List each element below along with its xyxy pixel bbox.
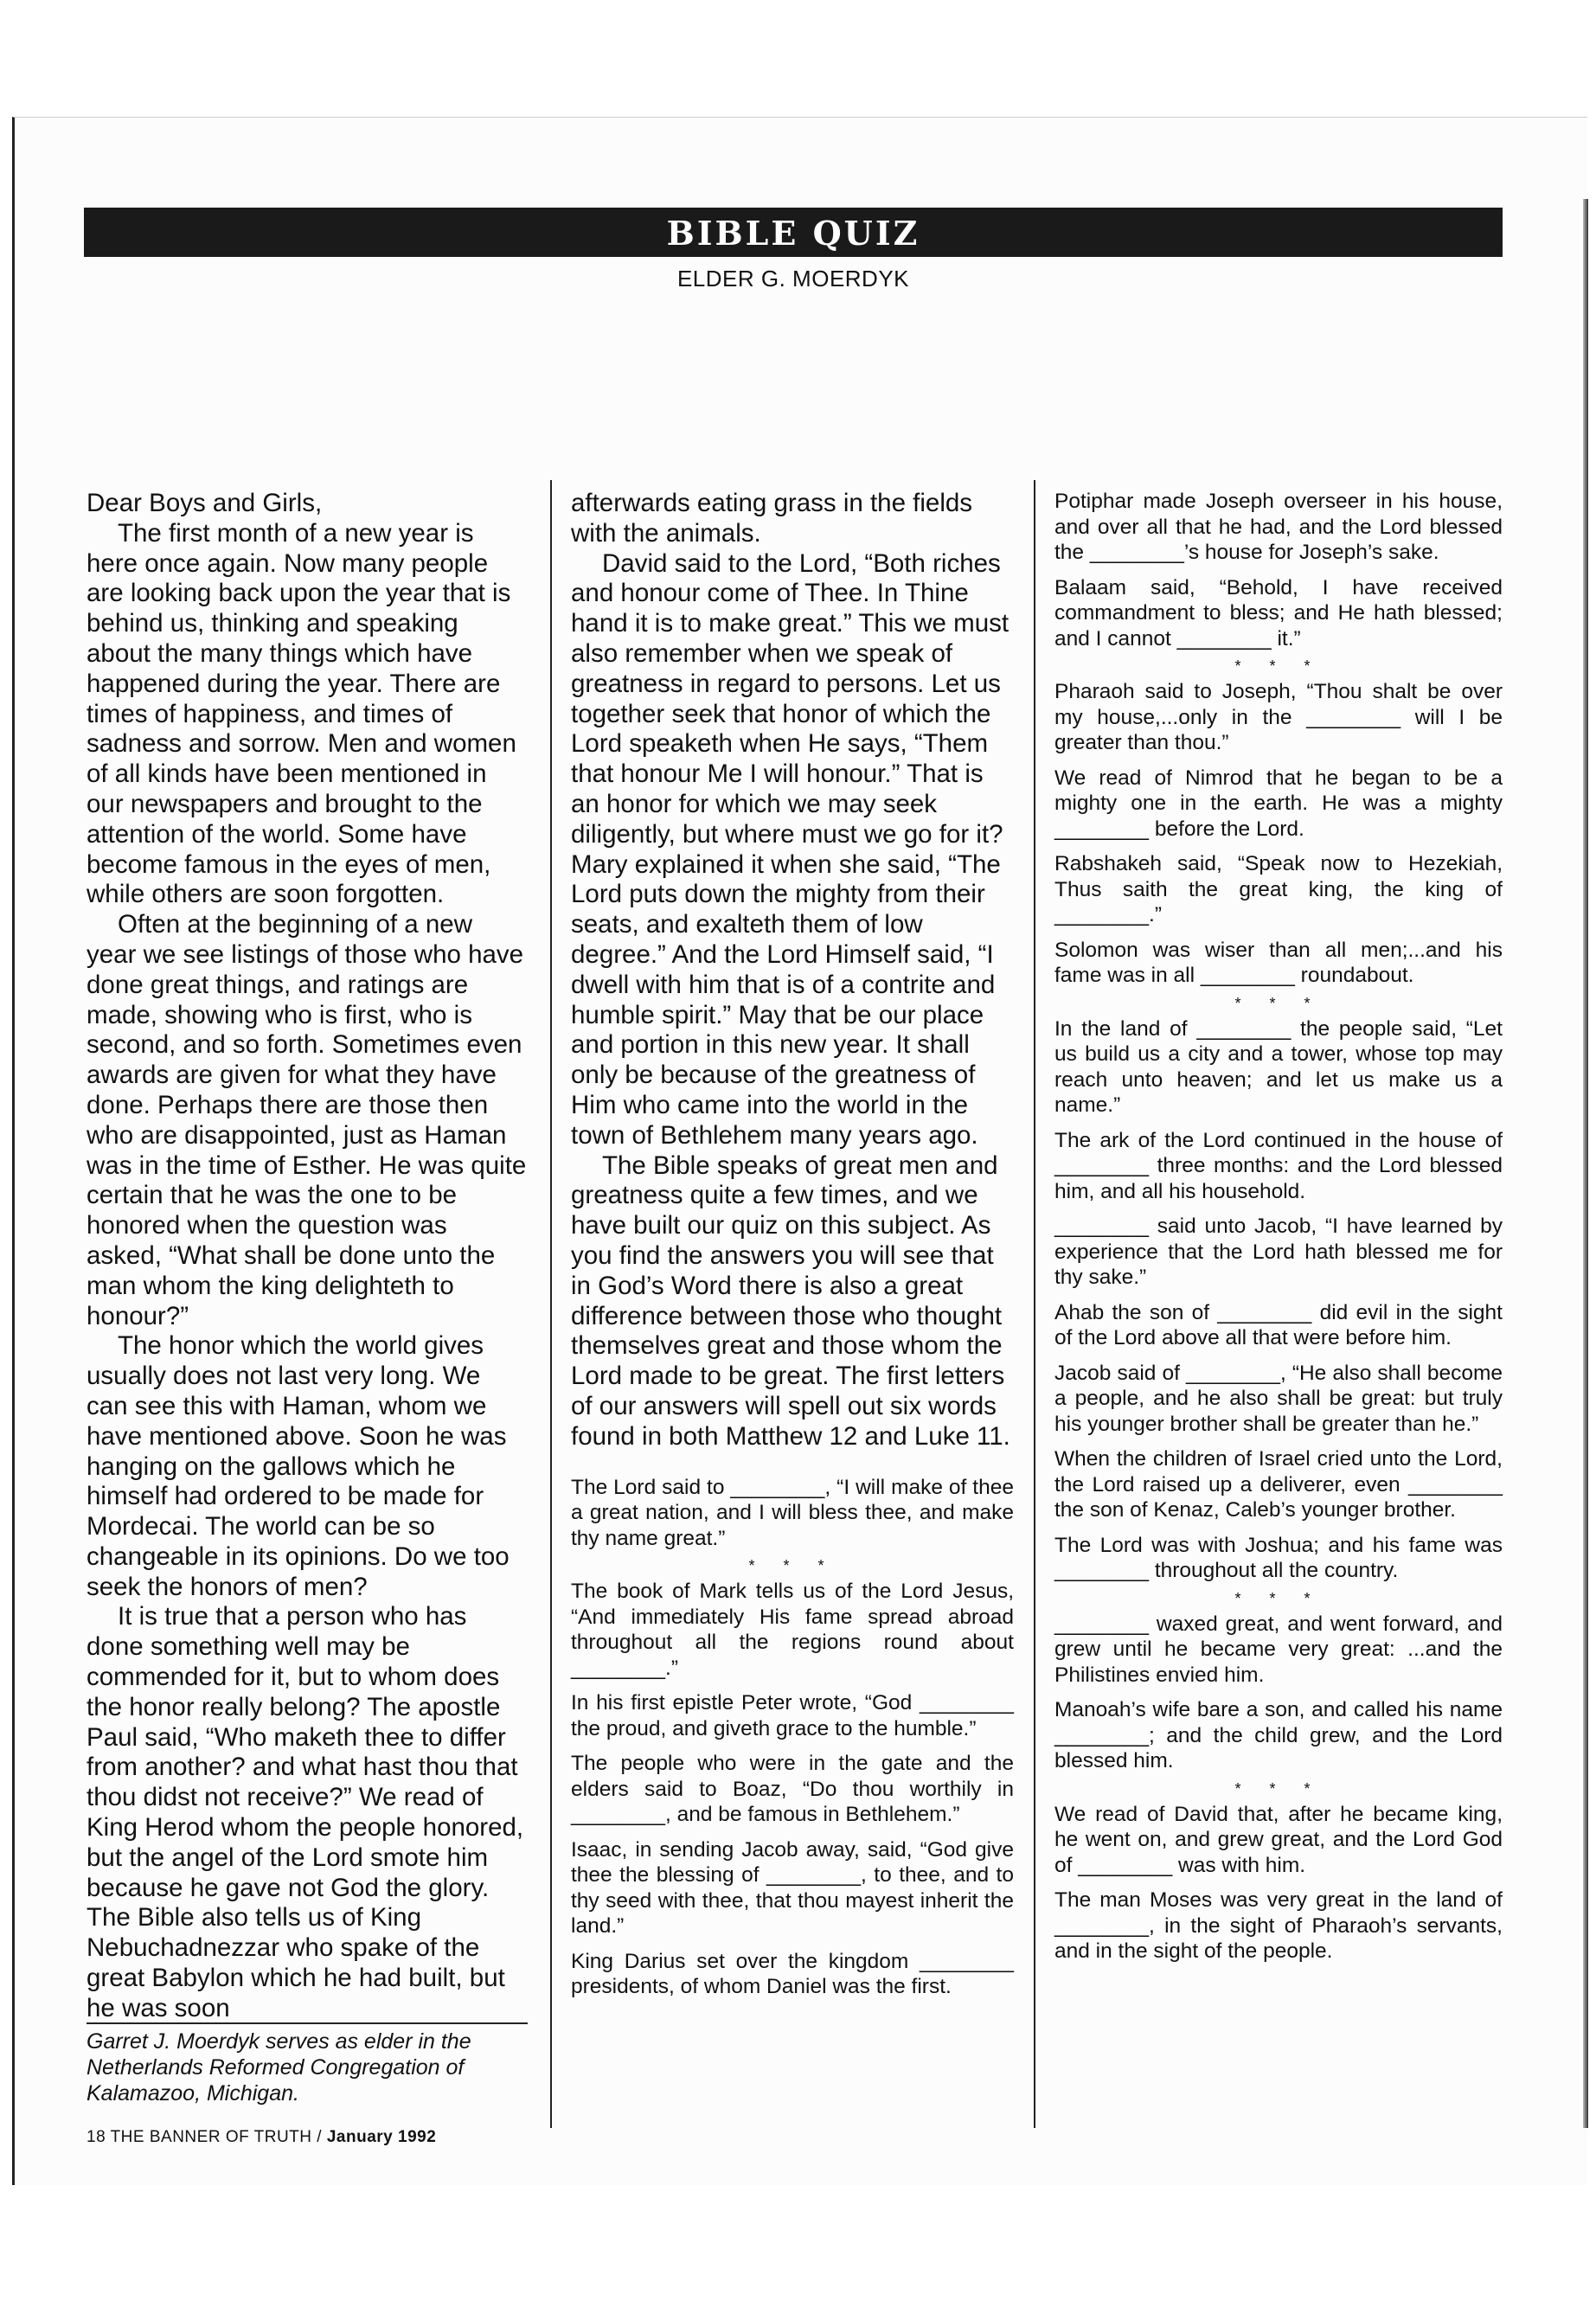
page-edge-shadow: [1583, 199, 1588, 2128]
section-separator: * * *: [1234, 994, 1323, 1012]
section-separator: * * *: [1234, 1779, 1323, 1798]
page-number: 18: [87, 2128, 106, 2146]
letter-salutation: Dear Boys and Girls,: [87, 489, 323, 517]
quiz-question: Pharaoh said to Joseph, “Thou shalt be over my house,...only in the ________ will I be greater than thou.”: [1054, 680, 1503, 754]
letter-paragraph: Often at the beginning of a new year we see listings of those who have done great things, and ratings are made, showing who is first, who is second, and so forth. Sometimes even awards are given for what they have done. Perhaps there are those then who are disappointed, just as Haman was in the time of Esther. He was quite certain that he was the one to be honored when the question was asked, “What shall be done unto the man whom the king delighteth to honour?”: [87, 910, 527, 1330]
quiz-question: In his first epistle Peter wrote, “God ________ the proud, and giveth grace to the humble.”: [571, 1691, 1014, 1740]
quiz-question: Manoah’s wife bare a son, and called his name ________; and the child grew, and the Lord blessed him.: [1054, 1698, 1503, 1772]
quiz-question: ________ said unto Jacob, “I have learned by experience that the Lord hath blessed me for thy sake.”: [1054, 1215, 1503, 1289]
quiz-question: Potiphar made Joseph overseer in his house, and over all that he had, and the Lord blessed the ________’s house for Joseph’s sake.: [1054, 490, 1503, 564]
letter-paragraph: The first month of a new year is here once again. Now many people are looking back upon the year that is behind us, thinking and speaking about the many things which have happened during the year. There are times of happiness, and times of sadness and sorrow. Men and women of all kinds have been mentioned in our newspapers and brought to the attention of the world. Some have become famous in the eyes of men, while others are soon forgotten.: [87, 518, 516, 909]
quiz-question: In the land of ________ the people said, “Let us build us a city and a tower, whose top may reach unto heaven; and let us make us a name.”: [1054, 1016, 1503, 1117]
column-divider: [550, 480, 552, 2128]
quiz-question: Rabshakeh said, “Speak now to Hezekiah, Thus saith the great king, the king of ________.”: [1054, 852, 1503, 926]
section-separator: * * *: [1234, 657, 1323, 675]
letter-paragraph: afterwards eating grass in the fields with the animals.: [571, 489, 973, 548]
column-2: [571, 489, 1014, 2009]
letter-paragraph: The honor which the world gives usually does not last very long. We can see this with Haman, whom we have mentioned above. Soon he was hanging on the gallows which he himself had ordered to be made for Mordecai. The world can be so changeable in its opinions. Do we too seek the honors of men?: [87, 1331, 510, 1601]
footnote-divider: [87, 2022, 528, 2024]
title-banner: [84, 208, 1503, 257]
author-byline: ELDER G. MOERDYK: [676, 266, 910, 292]
quiz-question: When the children of Israel cried unto the Lord, the Lord raised up a deliverer, even ________ the son of Kenaz, Caleb’s younger brother.: [1054, 1447, 1503, 1522]
quiz-question: The ark of the Lord continued in the house of ________ three months: and the Lord blessed him, and all his household.: [1054, 1128, 1503, 1203]
quiz-question: Jacob said of ________, “He also shall become a people, and he also shall be great: but truly his younger brother shall be greater than he.”: [1054, 1361, 1503, 1436]
letter-paragraph: The Bible speaks of great men and greatness quite a few times, and we have built our quiz on this subject. As you find the answers you will see that in God’s Word there is also a great difference between those who thought themselves great and those whom the Lord made to be great. The first letters of our answers will spell out six words found in both Matthew 12 and Luke 11.: [571, 1150, 1010, 1451]
section-separator: * * *: [1234, 1589, 1323, 1607]
quiz-questions: [571, 1475, 1014, 2000]
quiz-question: Balaam said, “Behold, I have received commandment to bless; and He hath blessed; and I cannot ________ it.”: [1054, 575, 1503, 651]
issue-date: January 1992: [326, 2128, 437, 2146]
quiz-question: We read of David that, after he became king, he went on, and grew great, and the Lord God of ________ was with him.: [1054, 1802, 1503, 1877]
column-divider: [1034, 480, 1035, 2128]
author-footnote: Garret J. Moerdyk serves as elder in the Netherlands Reformed Congregation of Kalamazoo, Michigan.: [87, 2029, 471, 2106]
column-3: [1054, 489, 1503, 1974]
quiz-question: Solomon was wiser than all men;...and his fame was in all ________ roundabout.: [1054, 938, 1503, 987]
quiz-question: The Lord said to ________, “I will make of thee a great nation, and I will bless thee, and make thy name great.”: [571, 1475, 1014, 1550]
section-separator: * * *: [748, 1557, 836, 1574]
quiz-question: Ahab the son of ________ did evil in the sight of the Lord above all that were before him.: [1054, 1300, 1503, 1349]
quiz-question: The Lord was with Joshua; and his fame was ________ throughout all the country.: [1054, 1533, 1503, 1582]
page-footer: [87, 2128, 436, 2147]
letter-paragraph: It is true that a person who has done something well may be commended for it, but to whom does the honor really belong? The apostle Paul said, “Who maketh thee to differ from another? and what hast thou that thou didst not receive?” We read of King Herod whom the people honored, but the angel of the Lord smote him because he gave not God the glory. The Bible also tells us of King Nebuchadnezzar who spake of the great Babylon which he had built, but he was soon: [87, 1602, 524, 2022]
quiz-question: The people who were in the gate and the elders said to Boaz, “Do thou worthily in ________, and be famous in Bethlehem.”: [571, 1752, 1014, 1826]
quiz-question: The book of Mark tells us of the Lord Jesus, “And immediately His fame spread abroad throughout all the regions round about ________.”: [571, 1580, 1014, 1680]
column-1: [87, 489, 528, 2024]
quiz-question: Isaac, in sending Jacob away, said, “God give thee the blessing of ________, to thee, and to thy seed with thee, that thou mayest inherit the land.”: [571, 1837, 1014, 1938]
letter-paragraph: David said to the Lord, “Both riches and honour come of Thee. In Thine hand it is to make great.” This we must also remember when we speak of greatness in regard to persons. Let us together seek that honor of which the Lord speaketh when He says, “Them that honour Me I will honour.” That is an honor for which we may seek diligently, but where must we go for it? Mary explained it when she said, “The Lord puts down the mighty from their seats, and exalteth them of low degree.” And the Lord Himself said, “I dwell with him that is of a contrite and humble spirit.” May that be our place and portion in this new year. It shall only be because of the greatness of Him who came into the world in the town of Bethlehem many years ago.: [571, 548, 1010, 1150]
quiz-question: ________ waxed great, and went forward, and grew until he became very great: ...and the Philistines envied him.: [1054, 1612, 1503, 1687]
page-title: BIBLE QUIZ: [666, 214, 920, 253]
quiz-question: The man Moses was very great in the land of ________, in the sight of Pharaoh’s servants, and in the sight of the people.: [1054, 1888, 1503, 1963]
quiz-question: We read of Nimrod that he began to be a mighty one in the earth. He was a mighty ________ before the Lord.: [1054, 766, 1503, 841]
quiz-question: King Darius set over the kingdom ________ presidents, of whom Daniel was the first.: [571, 1949, 1014, 1998]
publication-name: THE BANNER OF TRUTH /: [110, 2128, 323, 2146]
